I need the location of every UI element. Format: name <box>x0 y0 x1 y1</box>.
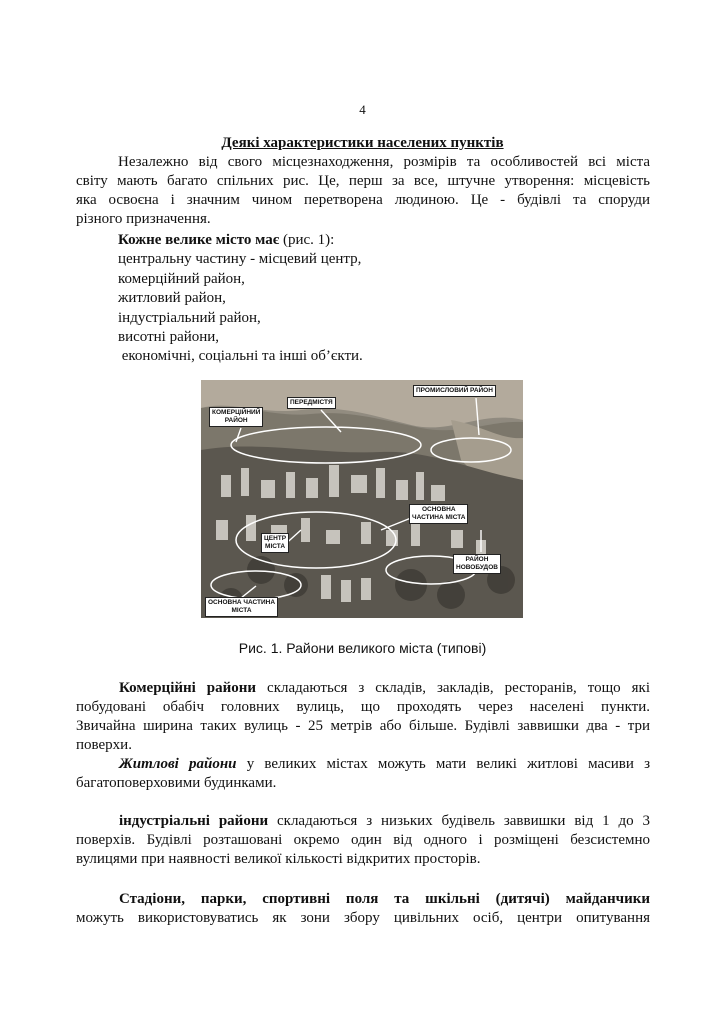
intro-line: світу мають багато спільних рис. Це, перш за все, штучне утворення: місцевість <box>76 173 650 189</box>
label-line: ОСНОВНА ЧАСТИНА <box>208 599 276 606</box>
label-commercial-district <box>209 407 263 427</box>
label-line: ЧАСТИНА МІСТА <box>412 514 466 521</box>
list-item: висотні райони, <box>118 329 220 346</box>
stadium-paragraph <box>76 890 650 928</box>
residential-rest: у великих містах можуть мати великі житлові масиви з <box>236 756 651 772</box>
industrial-line: вулицями при наявності великої кількості відкритих просторів. <box>76 851 481 867</box>
residential-bold: Житлові райони <box>119 756 237 772</box>
label-line: ЦЕНТР <box>264 535 287 542</box>
commercial-rest: складаються з складів, закладів, ресторанів, тощо які <box>256 680 651 696</box>
intro-line: яка освоєна і значним чином перетворена людиною. Це - будівлі та споруди <box>76 192 650 208</box>
residential-line: багатоповерховими будинками. <box>76 775 277 791</box>
industrial-rest: складаються з низьких будівель заввишки від 1 до 3 <box>268 813 651 829</box>
industrial-paragraph <box>76 812 650 869</box>
intro-paragraph <box>76 153 650 229</box>
commercial-line: побудовані обабіч головних вулиць, що проходять через населені пункти. <box>76 699 650 715</box>
label-line: МІСТА <box>231 607 252 614</box>
figure-caption: Рис. 1. Райони великого міста (типові) <box>238 640 487 656</box>
section-title: Деякі характеристики населених пунктів <box>221 135 504 151</box>
industrial-line: поверхів. Будівлі розташовані окремо один від одного і розміщені безсистемно <box>76 832 650 848</box>
label-suburb <box>287 397 336 409</box>
list-item: центральну частину - місцевий центр, <box>118 251 362 268</box>
commercial-line <box>76 679 650 698</box>
label-industrial-district <box>413 385 496 397</box>
label-line: КОМЕРЦІЙНИЙ <box>212 409 261 416</box>
page-number: 4 <box>359 102 366 117</box>
label-line: РАЙОН <box>465 556 489 563</box>
label-main-part <box>409 504 468 524</box>
label-main-part-bottom <box>205 597 278 617</box>
city-parts-list <box>118 231 363 367</box>
list-lead-rest: (рис. 1): <box>279 232 335 248</box>
label-line: МІСТА <box>265 543 286 550</box>
commercial-line: поверхи. <box>76 737 132 753</box>
commercial-line: Звичайна ширина таких вулиць - 25 метрів або більше. Будівлі заввишки два - три <box>76 718 650 734</box>
label-new-buildings <box>453 554 501 574</box>
label-line: ОСНОВНА <box>421 506 456 513</box>
stadium-bold: Стадіони, парки, спортивні поля та шкільні (дитячі) майданчики <box>119 891 650 907</box>
industrial-line <box>76 812 650 831</box>
industrial-bold: індустріальні райони <box>119 813 269 829</box>
commercial-paragraph <box>76 679 650 755</box>
label-line: ПРОМИСЛОВИЙ РАЙОН <box>416 387 493 394</box>
list-lead <box>118 231 363 250</box>
label-line: РАЙОН <box>224 417 248 424</box>
residential-paragraph <box>76 755 650 793</box>
stadium-line <box>76 890 650 909</box>
list-lead-bold: Кожне велике місто має <box>118 232 280 248</box>
residential-line <box>76 755 650 774</box>
label-city-center <box>261 533 289 553</box>
label-line: ПЕРЕДМІСТЯ <box>290 399 333 406</box>
label-line: НОВОБУДОВ <box>456 564 498 571</box>
list-item: індустріальний район, <box>118 309 261 326</box>
list-item: економічні, соціальні та інші об’єкти. <box>118 348 363 365</box>
intro-line: Незалежно від свого місцезнаходження, розмірів та особливостей всі міста <box>118 154 650 170</box>
stadium-line: можуть використовуватись як зони збору цивільних осіб, центри опитування <box>76 910 650 926</box>
list-item: житловий район, <box>118 290 226 307</box>
city-aerial-photo <box>201 380 523 618</box>
list-item: комерційний район, <box>118 270 245 287</box>
commercial-bold: Комерційні райони <box>119 680 257 696</box>
intro-line: різного призначення. <box>76 211 211 227</box>
